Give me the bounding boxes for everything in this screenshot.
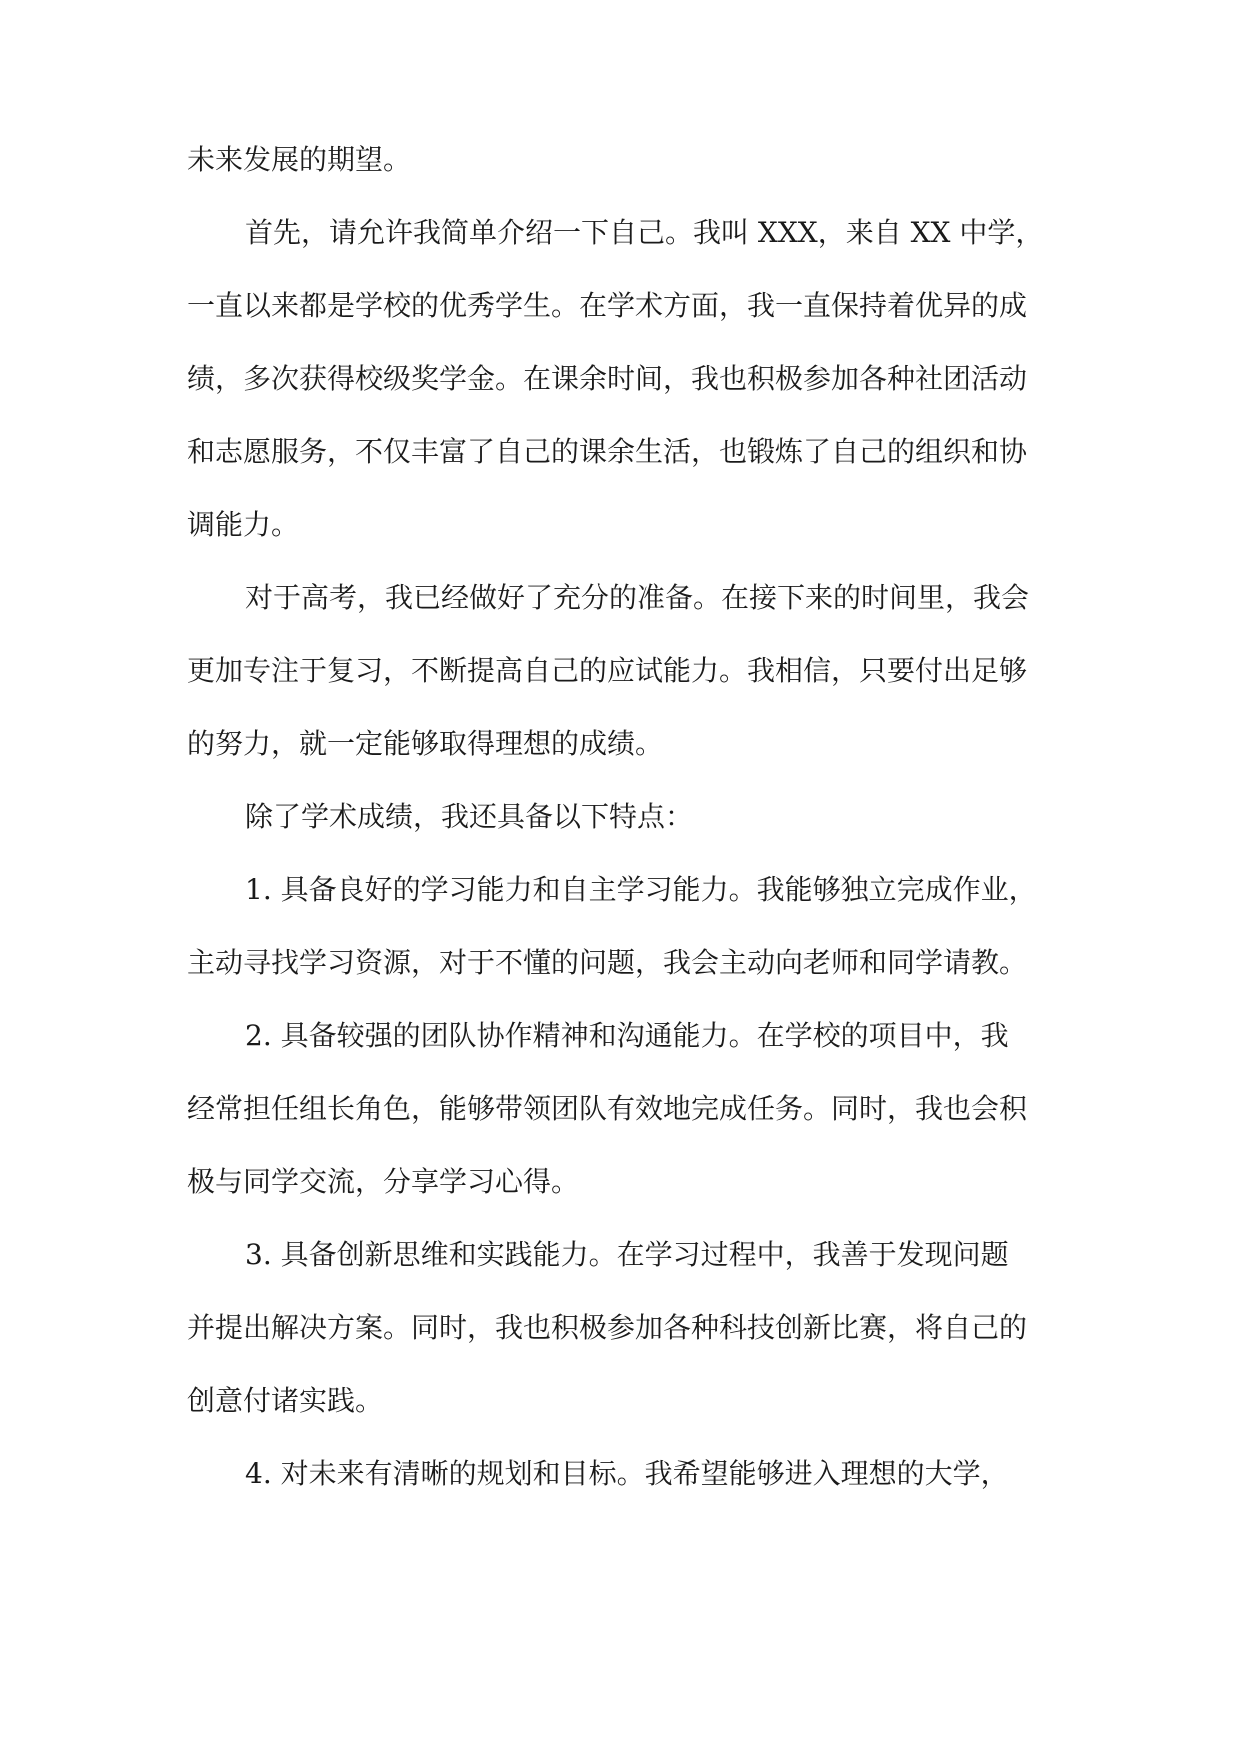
text-line: 主动寻找学习资源，对于不懂的问题，我会主动向老师和同学请教。 [187,946,1028,979]
paragraph-intro-line: 首先，请允许我简单介绍一下自己。我叫 XXX，来自 XX 中学， [245,216,1044,249]
text-line: 更加专注于复习，不断提高自己的应试能力。我相信，只要付出足够 [187,654,1028,687]
list-item-1-line: 1. 具备良好的学习能力和自主学习能力。我能够独立完成作业， [245,873,1037,906]
text-line: 并提出解决方案。同时，我也积极参加各种科技创新比赛，将自己的 [187,1311,1028,1344]
list-item-2-line: 2. 具备较强的团队协作精神和沟通能力。在学校的项目中，我 [245,1019,1009,1052]
text-line: 经常担任组长角色，能够带领团队有效地完成任务。同时，我也会积 [187,1092,1028,1125]
text-line: 和志愿服务，不仅丰富了自己的课余生活，也锻炼了自己的组织和协 [187,435,1028,468]
text-line: 未来发展的期望。 [187,143,412,176]
list-item-4-line: 4. 对未来有清晰的规划和目标。我希望能够进入理想的大学， [245,1457,1009,1490]
paragraph-exam-line: 对于高考，我已经做好了充分的准备。在接下来的时间里，我会 [245,581,1030,614]
list-item-3-line: 3. 具备创新思维和实践能力。在学习过程中，我善于发现问题 [245,1238,1009,1271]
text-line: 绩，多次获得校级奖学金。在课余时间，我也积极参加各种社团活动 [187,362,1028,395]
text-line: 的努力，就一定能够取得理想的成绩。 [187,727,664,760]
text-line: 创意付诸实践。 [187,1384,384,1417]
text-line: 调能力。 [187,508,300,541]
text-line: 一直以来都是学校的优秀学生。在学术方面，我一直保持着优异的成 [187,289,1028,322]
text-line: 极与同学交流，分享学习心得。 [187,1165,580,1198]
paragraph-traits-line: 除了学术成绩，我还具备以下特点： [245,800,694,833]
